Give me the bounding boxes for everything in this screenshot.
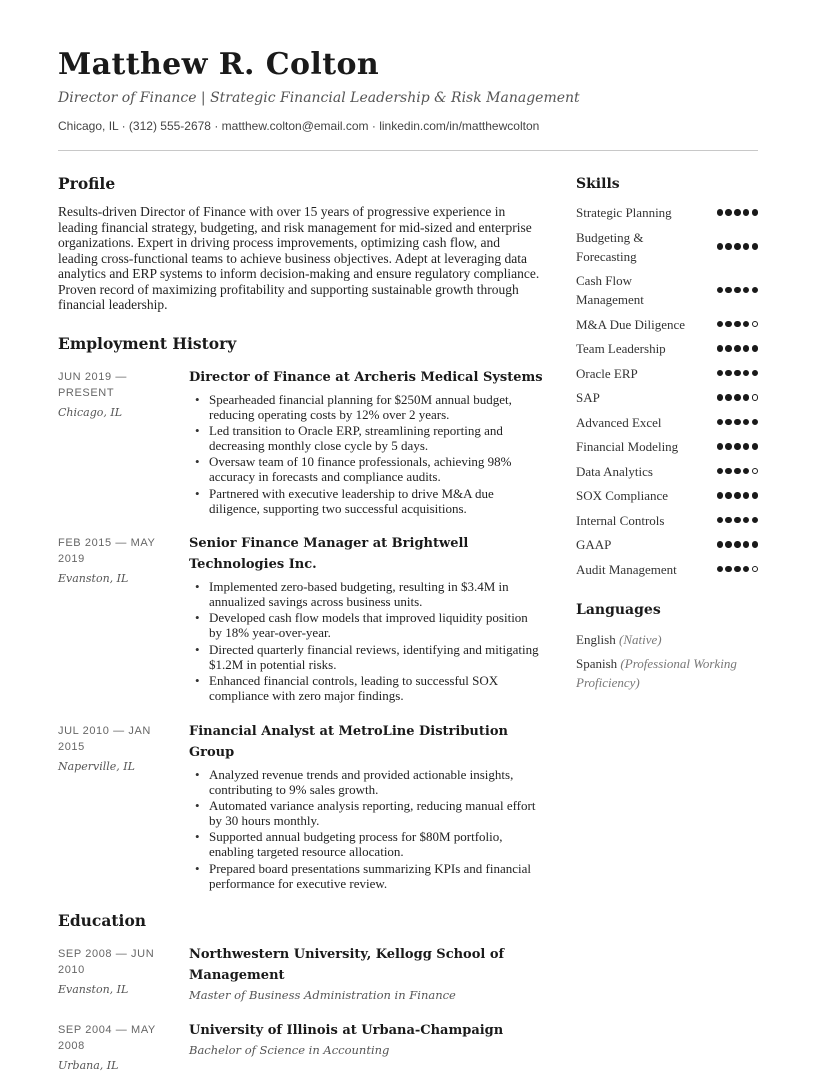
job-bullet: • Enhanced financial controls, leading to successful SOX compliance with zero major findings. — [189, 673, 543, 703]
rating-dot-empty — [752, 468, 759, 475]
rating-dot-filled — [743, 566, 750, 573]
job-meta — [58, 533, 189, 705]
education-meta — [58, 1020, 189, 1074]
rating-dot-filled — [743, 443, 750, 450]
job-entry — [58, 367, 543, 518]
rating-dot-filled — [734, 394, 741, 401]
rating-dot-filled — [734, 419, 741, 426]
skill-rating — [717, 541, 758, 548]
rating-dot-filled — [717, 419, 724, 426]
skill-name: Financial Modeling — [576, 439, 679, 454]
rating-dot-filled — [734, 370, 741, 377]
education-meta — [58, 944, 189, 1004]
rating-dot-filled — [717, 517, 724, 524]
skill-name: SOX Compliance — [576, 488, 669, 503]
rating-dot-filled — [725, 243, 732, 250]
skill-row — [576, 271, 758, 309]
languages-list — [576, 630, 758, 692]
rating-dot-empty — [752, 321, 759, 328]
languages-heading: Languages — [576, 601, 661, 618]
employment-list — [58, 367, 543, 893]
rating-dot-filled — [717, 321, 724, 328]
job-location: Chicago, IL — [58, 405, 123, 419]
skill-rating — [717, 419, 758, 426]
rating-dot-filled — [725, 443, 732, 450]
rating-dot-filled — [734, 209, 741, 216]
employment-heading: Employment History — [58, 333, 237, 353]
rating-dot-filled — [725, 321, 732, 328]
education-entry — [58, 944, 543, 1004]
rating-dot-filled — [752, 370, 759, 377]
rating-dot-filled — [734, 541, 741, 548]
rating-dot-filled — [743, 468, 750, 475]
skill-rating — [717, 321, 758, 328]
rating-dot-filled — [725, 370, 732, 377]
rating-dot-filled — [734, 492, 741, 499]
education-entry — [58, 1020, 543, 1074]
skills-list — [576, 203, 758, 579]
rating-dot-filled — [734, 321, 741, 328]
rating-dot-filled — [752, 243, 759, 250]
rating-dot-filled — [717, 345, 724, 352]
skill-rating — [717, 345, 758, 352]
skill-rating — [717, 370, 758, 377]
rating-dot-filled — [725, 517, 732, 524]
skill-rating — [717, 443, 758, 450]
rating-dot-filled — [752, 287, 759, 294]
skill-row — [576, 462, 758, 481]
job-bullet: • Developed cash flow models that improved liquidity position by 18% year-over-year. — [189, 610, 543, 640]
rating-dot-filled — [734, 287, 741, 294]
rating-dot-filled — [725, 209, 732, 216]
skill-row — [576, 560, 758, 579]
rating-dot-filled — [752, 492, 759, 499]
job-bullet: • Directed quarterly financial reviews, identifying and mitigating $1.2M in potential risks. — [189, 642, 543, 672]
rating-dot-empty — [752, 566, 759, 573]
language-item — [576, 630, 758, 649]
education-heading: Education — [58, 911, 147, 931]
rating-dot-filled — [752, 345, 759, 352]
job-bullet: • Partnered with executive leadership to drive M&A due diligence, supporting two successful acquisitions. — [189, 486, 543, 516]
skill-name: Cash Flow Management — [576, 273, 644, 307]
skill-name: SAP — [576, 390, 600, 405]
language-item — [576, 654, 758, 692]
degree-name: Bachelor of Science in Accounting — [189, 1043, 390, 1058]
job-dates: FEB 2015 — MAY 2019 — [58, 537, 156, 566]
skill-name: Budgeting & Forecasting — [576, 229, 644, 264]
rating-dot-filled — [743, 517, 750, 524]
rating-dot-filled — [717, 566, 724, 573]
skill-row — [576, 228, 758, 266]
language-name: Spanish — [576, 655, 618, 671]
degree-name: Master of Business Administration in Finance — [189, 988, 456, 1003]
rating-dot-filled — [734, 443, 741, 450]
education-dates: SEP 2008 — JUN 2010 — [58, 948, 155, 977]
rating-dot-filled — [743, 321, 750, 328]
rating-dot-filled — [725, 287, 732, 294]
rating-dot-filled — [743, 492, 750, 499]
skill-name: Data Analytics — [576, 463, 653, 479]
education-list — [58, 944, 543, 1074]
rating-dot-filled — [734, 243, 741, 250]
language-level: (Professional Working Proficiency) — [576, 655, 737, 690]
job-title: Senior Finance Manager at Brightwell Technologies Inc. — [189, 536, 469, 573]
skill-row — [576, 388, 758, 407]
rating-dot-filled — [717, 541, 724, 548]
resume-header — [58, 44, 758, 134]
rating-dot-filled — [752, 209, 759, 216]
skill-name: Audit Management — [576, 561, 677, 577]
rating-dot-filled — [752, 443, 759, 450]
rating-dot-filled — [734, 345, 741, 352]
skills-heading: Skills — [576, 176, 620, 192]
rating-dot-filled — [725, 468, 732, 475]
job-entry — [58, 533, 543, 705]
job-meta — [58, 367, 189, 518]
education-location: Evanston, IL — [58, 983, 129, 997]
skill-name: GAAP — [576, 537, 612, 552]
skill-rating — [717, 243, 758, 250]
rating-dot-filled — [743, 541, 750, 548]
skill-rating — [717, 209, 758, 216]
school-name: University of Illinois at Urbana-Champaign — [189, 1023, 504, 1039]
rating-dot-filled — [743, 370, 750, 377]
profile-summary: Results-driven Director of Finance with over 15 years of progressive experience in leading financial strategy, budgeting, and risk management for mid-sized and enterprise organizations. Expert in driving process improvements, optimizing cash flow, and leading cross-functional teams to achieve business objectives. Adept at leveraging data analytics and ERP systems to inform decision-making and ensure regulatory compliance. Proven record of maximizing profitability and supporting sustainable growth through financial leadership. — [58, 204, 540, 312]
education-details — [189, 944, 543, 1004]
skill-rating — [717, 517, 758, 524]
candidate-name: Matthew R. Colton — [58, 47, 380, 82]
job-details — [189, 367, 543, 518]
skill-name: Oracle ERP — [576, 365, 638, 381]
rating-dot-filled — [717, 443, 724, 450]
job-bullet: • Spearheaded financial planning for $250M annual budget, reducing operating costs by 12% over 2 years. — [189, 392, 543, 422]
header-divider — [58, 150, 758, 151]
rating-dot-filled — [743, 243, 750, 250]
skill-rating — [717, 287, 758, 294]
job-title: Financial Analyst at MetroLine Distribution Group — [189, 723, 508, 760]
skill-rating — [717, 566, 758, 573]
rating-dot-empty — [752, 394, 759, 401]
rating-dot-filled — [752, 541, 759, 548]
skill-row — [576, 315, 758, 334]
skill-name: Team Leadership — [576, 341, 666, 356]
education-details — [189, 1020, 543, 1074]
skill-row — [576, 203, 758, 222]
rating-dot-filled — [743, 394, 750, 401]
job-bullet: • Prepared board presentations summarizing KPIs and financial performance for executive review. — [189, 861, 543, 891]
school-name: Northwestern University, Kellogg School of Management — [189, 947, 505, 984]
rating-dot-filled — [725, 492, 732, 499]
rating-dot-filled — [717, 468, 724, 475]
education-dates: SEP 2004 — MAY 2008 — [58, 1024, 156, 1053]
skill-name: Internal Controls — [576, 512, 665, 528]
job-location: Naperville, IL — [58, 759, 135, 773]
rating-dot-filled — [725, 566, 732, 573]
rating-dot-filled — [752, 419, 759, 426]
skill-row — [576, 437, 758, 456]
rating-dot-filled — [717, 243, 724, 250]
rating-dot-filled — [743, 419, 750, 426]
education-location: Urbana, IL — [58, 1059, 119, 1073]
job-bullet: • Oversaw team of 10 finance professionals, achieving 98% accuracy in forecasts and compliance audits. — [189, 454, 543, 484]
job-bullets — [189, 767, 543, 891]
job-location: Evanston, IL — [58, 572, 129, 586]
rating-dot-filled — [717, 394, 724, 401]
job-entry — [58, 721, 543, 893]
job-bullet: • Led transition to Oracle ERP, streamlining reporting and decreasing monthly close cycle by 5 days. — [189, 423, 543, 453]
job-dates: JUL 2010 — JAN 2015 — [58, 724, 151, 753]
job-bullets — [189, 579, 543, 703]
language-level: (Native) — [618, 631, 662, 647]
rating-dot-filled — [717, 209, 724, 216]
rating-dot-filled — [717, 287, 724, 294]
rating-dot-filled — [725, 345, 732, 352]
skill-rating — [717, 394, 758, 401]
skill-name: Strategic Planning — [576, 205, 672, 220]
rating-dot-filled — [725, 419, 732, 426]
skill-row — [576, 486, 758, 505]
profile-heading: Profile — [58, 174, 116, 193]
skill-rating — [717, 468, 758, 475]
skill-row — [576, 364, 758, 383]
job-meta — [58, 721, 189, 893]
job-bullets — [189, 392, 543, 516]
candidate-tagline: Director of Finance | Strategic Financial Leadership & Risk Management — [58, 90, 580, 106]
job-bullet: • Supported annual budgeting process for $80M portfolio, enabling targeted resource allocation. — [189, 829, 543, 859]
skill-row — [576, 511, 758, 530]
job-details — [189, 533, 543, 705]
main-column — [58, 173, 543, 1074]
skill-row — [576, 535, 758, 554]
skill-rating — [717, 492, 758, 499]
skill-name: M&A Due Diligence — [576, 316, 686, 332]
rating-dot-filled — [717, 370, 724, 377]
rating-dot-filled — [743, 287, 750, 294]
rating-dot-filled — [734, 468, 741, 475]
job-title: Director of Finance at Archeris Medical Systems — [189, 369, 543, 385]
job-bullet: • Analyzed revenue trends and provided actionable insights, contributing to 9% sales growth. — [189, 767, 543, 797]
language-name: English — [576, 631, 616, 647]
rating-dot-filled — [743, 345, 750, 352]
job-details — [189, 721, 543, 893]
job-bullet: • Implemented zero-based budgeting, resulting in $3.4M in annualized savings across business units. — [189, 579, 543, 609]
rating-dot-filled — [743, 209, 750, 216]
rating-dot-filled — [734, 517, 741, 524]
skill-name: Advanced Excel — [576, 414, 662, 430]
skill-row — [576, 339, 758, 358]
job-dates: JUN 2019 — PRESENT — [58, 370, 127, 399]
rating-dot-filled — [752, 517, 759, 524]
rating-dot-filled — [717, 492, 724, 499]
contact-line: Chicago, IL · (312) 555-2678 · matthew.colton@email.com · linkedin.com/in/matthewcolton — [58, 119, 540, 133]
job-bullet: • Automated variance analysis reporting, reducing manual effort by 30 hours monthly. — [189, 798, 543, 828]
rating-dot-filled — [734, 566, 741, 573]
rating-dot-filled — [725, 541, 732, 548]
skill-row — [576, 413, 758, 432]
sidebar-column — [576, 173, 758, 692]
rating-dot-filled — [725, 394, 732, 401]
